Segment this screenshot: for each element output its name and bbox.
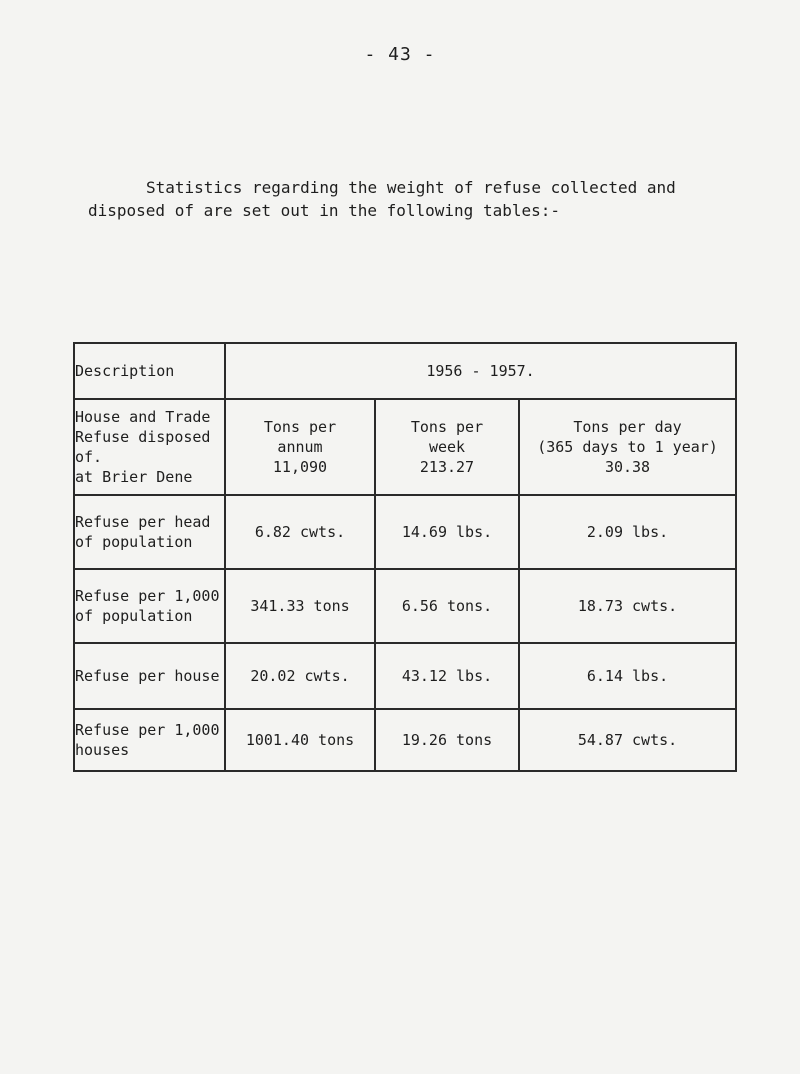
cell-line: Refuse per 1,000 xyxy=(75,587,220,605)
cell-value: 1001.40 tons xyxy=(225,709,375,771)
cell-value: 54.87 cwts. xyxy=(519,709,736,771)
cell-line: Tons per xyxy=(410,418,484,436)
cell-line: at Brier Dene xyxy=(75,468,193,486)
cell-tons-per-annum xyxy=(225,399,375,495)
intro-line-1: Statistics regarding the weight of refuse collected and xyxy=(146,178,676,197)
cell-line: 11,090 xyxy=(272,458,328,476)
cell-value: 20.02 cwts. xyxy=(225,643,375,709)
header-description: Description xyxy=(74,343,225,399)
cell-value: 43.12 lbs. xyxy=(375,643,519,709)
cell-line: 213.27 xyxy=(419,458,475,476)
row-description xyxy=(74,709,225,771)
row-description xyxy=(74,495,225,569)
cell-value: 6.56 tons. xyxy=(375,569,519,643)
cell-line: Refuse disposed xyxy=(75,428,211,446)
table-row xyxy=(74,709,736,771)
cell-line: 30.38 xyxy=(604,458,651,476)
table-row xyxy=(74,643,736,709)
table-header-row xyxy=(74,343,736,399)
cell-line: Refuse per house xyxy=(75,667,220,685)
cell-value: 341.33 tons xyxy=(225,569,375,643)
cell-value: 6.14 lbs. xyxy=(519,643,736,709)
cell-line: of population xyxy=(75,607,193,625)
cell-tons-per-day xyxy=(519,399,736,495)
intro-line-2: disposed of are set out in the following tables:- xyxy=(88,201,561,220)
cell-line: week xyxy=(428,438,466,456)
cell-value: 14.69 lbs. xyxy=(375,495,519,569)
cell-line: Tons per day xyxy=(573,418,682,436)
cell-tons-per-week xyxy=(375,399,519,495)
row-description xyxy=(74,569,225,643)
header-period: 1956 - 1957. xyxy=(225,343,736,399)
row-description xyxy=(74,399,225,495)
page-number: - 43 - xyxy=(364,44,436,65)
cell-line: House and Trade xyxy=(75,408,211,426)
cell-line: (365 days to 1 year) xyxy=(537,438,718,456)
cell-value: 18.73 cwts. xyxy=(519,569,736,643)
cell-line: Refuse per head xyxy=(75,513,211,531)
cell-line: houses xyxy=(75,741,130,759)
refuse-statistics-table xyxy=(73,342,737,772)
table-row xyxy=(74,495,736,569)
cell-line: annum xyxy=(277,438,323,456)
cell-line: of population xyxy=(75,533,193,551)
table-row xyxy=(74,569,736,643)
row-description xyxy=(74,643,225,709)
intro-paragraph xyxy=(88,176,728,222)
cell-line: Refuse per 1,000 xyxy=(75,721,220,739)
table-row xyxy=(74,399,736,495)
cell-value: 6.82 cwts. xyxy=(225,495,375,569)
cell-value: 19.26 tons xyxy=(375,709,519,771)
cell-value: 2.09 lbs. xyxy=(519,495,736,569)
cell-line: Tons per xyxy=(263,418,337,436)
cell-line: of. xyxy=(75,448,103,466)
